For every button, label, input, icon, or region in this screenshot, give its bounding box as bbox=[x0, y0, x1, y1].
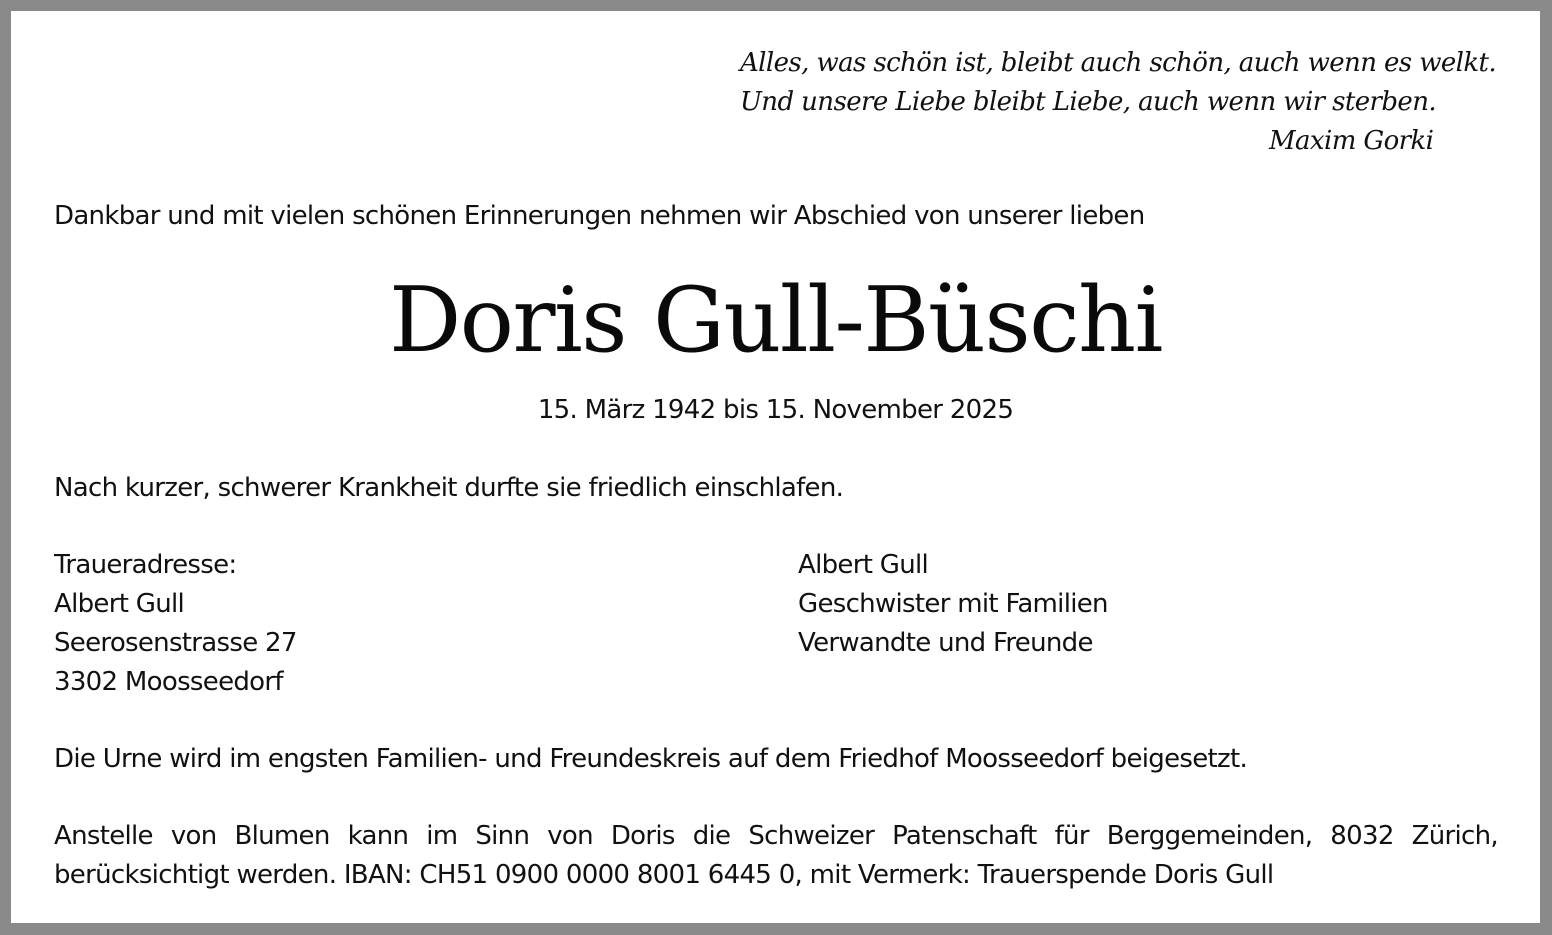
mourning-address bbox=[54, 546, 297, 702]
quote-line: Und unsere Liebe bleibt Liebe, auch wenn wir sterben. bbox=[740, 87, 1436, 117]
mourner-item: Verwandte und Freunde bbox=[798, 628, 1093, 658]
deceased-name: Doris Gull-Büschi bbox=[389, 268, 1162, 373]
intro-text: Dankbar und mit vielen schönen Erinnerungen nehmen wir Abschied von unserer lieben bbox=[54, 201, 1145, 231]
donation-text bbox=[54, 817, 1498, 895]
quote-line: Alles, was schön ist, bleibt auch schön, auch wenn es welkt. bbox=[740, 48, 1497, 78]
address-name: Albert Gull bbox=[54, 589, 185, 619]
mourner-item: Albert Gull bbox=[798, 550, 929, 580]
quote bbox=[740, 44, 1496, 122]
address-heading: Traueradresse: bbox=[54, 550, 237, 580]
donation-line: Anstelle von Blumen kann im Sinn von Doris die Schweizer Patenschaft für Berggemeinden, 8032 Zürich, bbox=[54, 821, 1498, 851]
address-city: 3302 Moosseedorf bbox=[54, 667, 283, 697]
illness-text: Nach kurzer, schwerer Krankheit durfte sie friedlich einschlafen. bbox=[54, 473, 844, 503]
quote-author: Maxim Gorki bbox=[1269, 126, 1434, 156]
life-dates: 15. März 1942 bis 15. November 2025 bbox=[537, 395, 1014, 425]
donation-line: berücksichtigt werden. IBAN: CH51 0900 0000 8001 6445 0, mit Vermerk: Trauerspende Doris Gull bbox=[54, 860, 1274, 890]
urn-text: Die Urne wird im engsten Familien- und Freundeskreis auf dem Friedhof Moosseedorf beigesetzt. bbox=[54, 744, 1248, 774]
mourner-item: Geschwister mit Familien bbox=[798, 589, 1108, 619]
obituary-notice bbox=[11, 11, 1540, 923]
address-street: Seerosenstrasse 27 bbox=[54, 628, 297, 658]
mourners-list bbox=[798, 546, 1108, 663]
